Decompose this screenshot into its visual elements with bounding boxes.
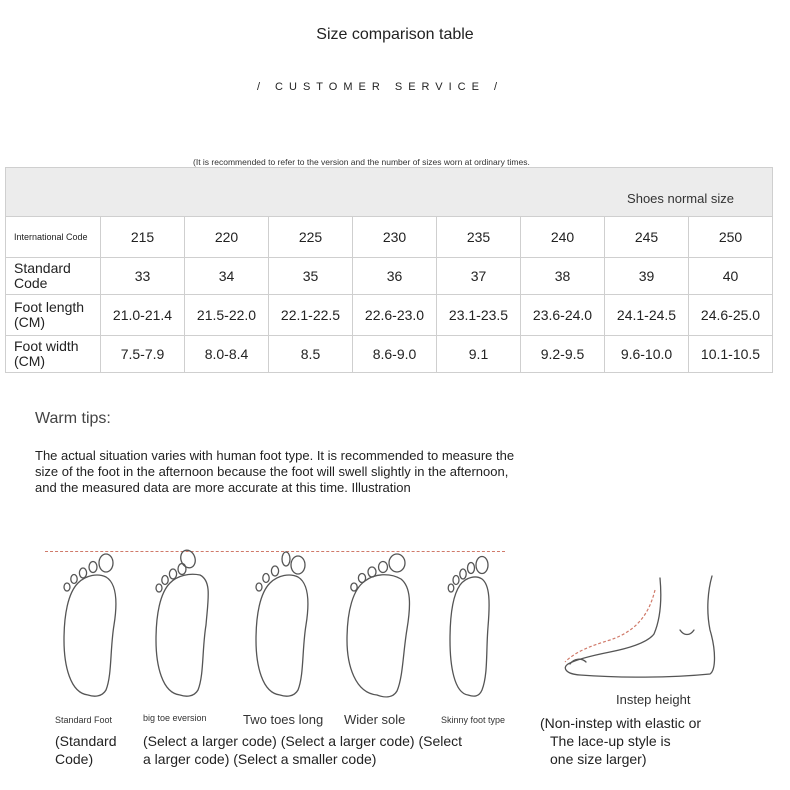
page-title: Size comparison table: [316, 26, 474, 43]
table-cell: 8.0-8.4: [185, 336, 269, 373]
row-label: Foot width (CM): [6, 336, 101, 373]
tips-line: The actual situation varies with human foot type. It is recommended to measure the: [35, 448, 515, 463]
big-toe-eversion-foot-icon: [156, 548, 208, 696]
tips-line: size of the foot in the afternoon because the foot will swell slightly in the afternoon,: [35, 464, 509, 479]
desc-standard: (Standard Code): [55, 733, 117, 767]
table-cell: 40: [689, 258, 773, 295]
table-row: [6, 258, 773, 295]
table-cell: 250: [689, 217, 773, 258]
size-table: [5, 167, 773, 373]
skinny-foot-icon: [448, 557, 489, 697]
table-cell: 24.6-25.0: [689, 295, 773, 336]
caption-skinny-foot: Skinny foot type: [441, 715, 506, 725]
table-cell: 22.6-23.0: [353, 295, 437, 336]
table-cell: 36: [353, 258, 437, 295]
table-cell: 10.1-10.5: [689, 336, 773, 373]
table-cell: 215: [101, 217, 185, 258]
table-cell: 33: [101, 258, 185, 295]
table-cell: 225: [269, 217, 353, 258]
tips-line: and the measured data are more accurate at this time. Illustration: [35, 480, 411, 495]
table-cell: 24.1-24.5: [605, 295, 689, 336]
table-cell: 21.5-22.0: [185, 295, 269, 336]
wider-sole-foot-icon: [347, 554, 409, 697]
table-row: [6, 336, 773, 373]
table-cell: 9.1: [437, 336, 521, 373]
table-cell: 240: [521, 217, 605, 258]
table-cell: 22.1-22.5: [269, 295, 353, 336]
table-cell: 245: [605, 217, 689, 258]
foot-types-illustration: [40, 545, 520, 710]
table-cell: 9.2-9.5: [521, 336, 605, 373]
row-label: Standard Code: [6, 258, 101, 295]
page-subtitle: / CUSTOMER SERVICE /: [256, 81, 504, 93]
table-cell: 7.5-7.9: [101, 336, 185, 373]
desc-instep: (Non-instep with elastic or The lace-up style is one size larger): [540, 715, 702, 767]
table-row: [6, 217, 773, 258]
row-label: International Code: [6, 217, 101, 258]
table-cell: 8.5: [269, 336, 353, 373]
table-cell: 235: [437, 217, 521, 258]
tips-text: [35, 448, 595, 496]
table-cell: 9.6-10.0: [605, 336, 689, 373]
table-cell: 34: [185, 258, 269, 295]
table-cell: 37: [437, 258, 521, 295]
table-cell: 23.1-23.5: [437, 295, 521, 336]
caption-wider-sole: Wider sole: [344, 712, 406, 727]
row-label: Foot length (CM): [6, 295, 101, 336]
instep-foot-icon: [550, 570, 730, 680]
caption-two-toes-long: Two toes long: [243, 712, 324, 727]
table-cell: 38: [521, 258, 605, 295]
standard-foot-icon: [64, 554, 116, 696]
table-cell: 21.0-21.4: [101, 295, 185, 336]
table-row: [6, 295, 773, 336]
table-cell: 23.6-24.0: [521, 295, 605, 336]
table-cell: 35: [269, 258, 353, 295]
table-header-label: Shoes normal size: [6, 168, 773, 217]
tips-title: Warm tips:: [35, 410, 111, 427]
table-header-row: [6, 168, 773, 217]
caption-instep-height: Instep height: [616, 692, 691, 707]
table-cell: 230: [353, 217, 437, 258]
table-cell: 39: [605, 258, 689, 295]
note-line: (It is recommended to refer to the version and the number of sizes worn at ordinary times.: [193, 157, 530, 167]
caption-big-toe-eversion: big toe eversion: [143, 713, 207, 723]
caption-standard-foot: Standard Foot: [55, 715, 113, 725]
table-cell: 8.6-9.0: [353, 336, 437, 373]
desc-select-codes: (Select a larger code) (Select a larger code) (Select a larger code) (Select a smaller code): [143, 733, 463, 767]
table-cell: 220: [185, 217, 269, 258]
two-toes-long-foot-icon: [256, 552, 308, 696]
